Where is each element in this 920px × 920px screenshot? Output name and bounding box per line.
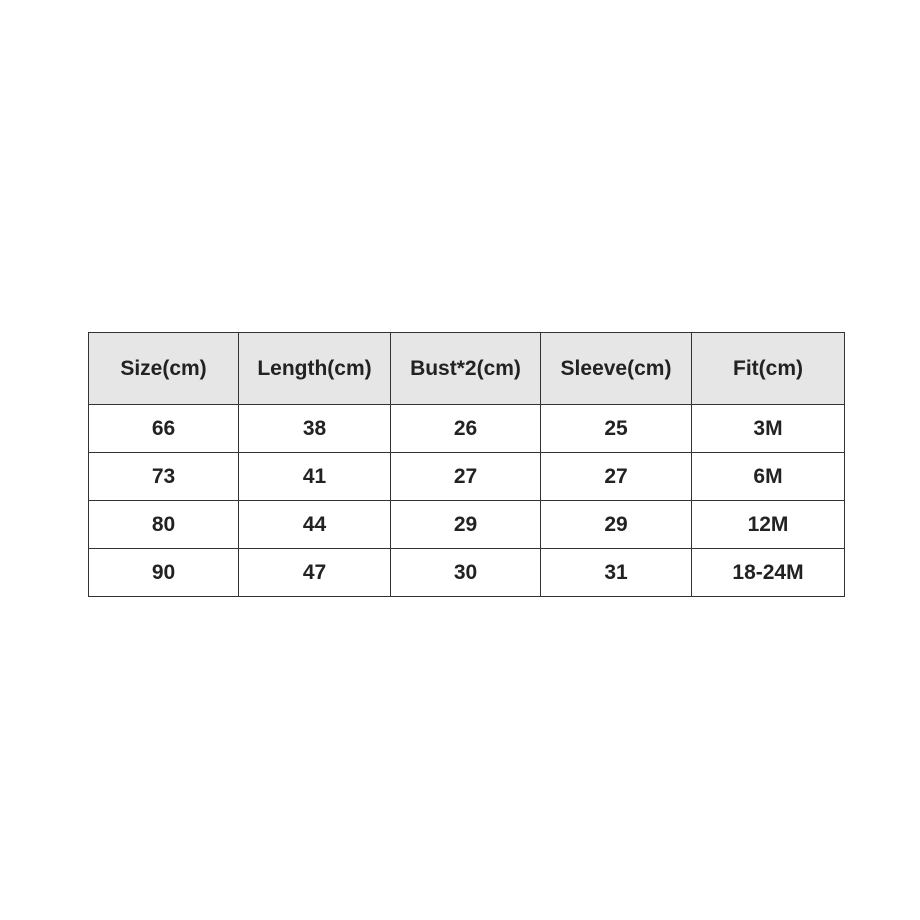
table-row (89, 405, 845, 453)
cell-sleeve: 29 (541, 501, 692, 549)
cell-length: 41 (239, 453, 391, 501)
cell-size: 80 (89, 501, 239, 549)
size-chart-table (88, 332, 845, 597)
table-row (89, 453, 845, 501)
cell-size: 73 (89, 453, 239, 501)
cell-length: 47 (239, 549, 391, 597)
cell-fit: 6M (692, 453, 845, 501)
cell-length: 38 (239, 405, 391, 453)
table-header-row (89, 333, 845, 405)
cell-fit: 18-24M (692, 549, 845, 597)
cell-size: 90 (89, 549, 239, 597)
table-row (89, 501, 845, 549)
cell-length: 44 (239, 501, 391, 549)
cell-bust: 29 (391, 501, 541, 549)
header-size: Size(cm) (89, 333, 239, 405)
cell-sleeve: 27 (541, 453, 692, 501)
cell-bust: 26 (391, 405, 541, 453)
table-row (89, 549, 845, 597)
cell-sleeve: 25 (541, 405, 692, 453)
header-length: Length(cm) (239, 333, 391, 405)
header-sleeve: Sleeve(cm) (541, 333, 692, 405)
cell-fit: 3M (692, 405, 845, 453)
cell-fit: 12M (692, 501, 845, 549)
cell-bust: 27 (391, 453, 541, 501)
cell-bust: 30 (391, 549, 541, 597)
cell-sleeve: 31 (541, 549, 692, 597)
header-bust: Bust*2(cm) (391, 333, 541, 405)
cell-size: 66 (89, 405, 239, 453)
header-fit: Fit(cm) (692, 333, 845, 405)
